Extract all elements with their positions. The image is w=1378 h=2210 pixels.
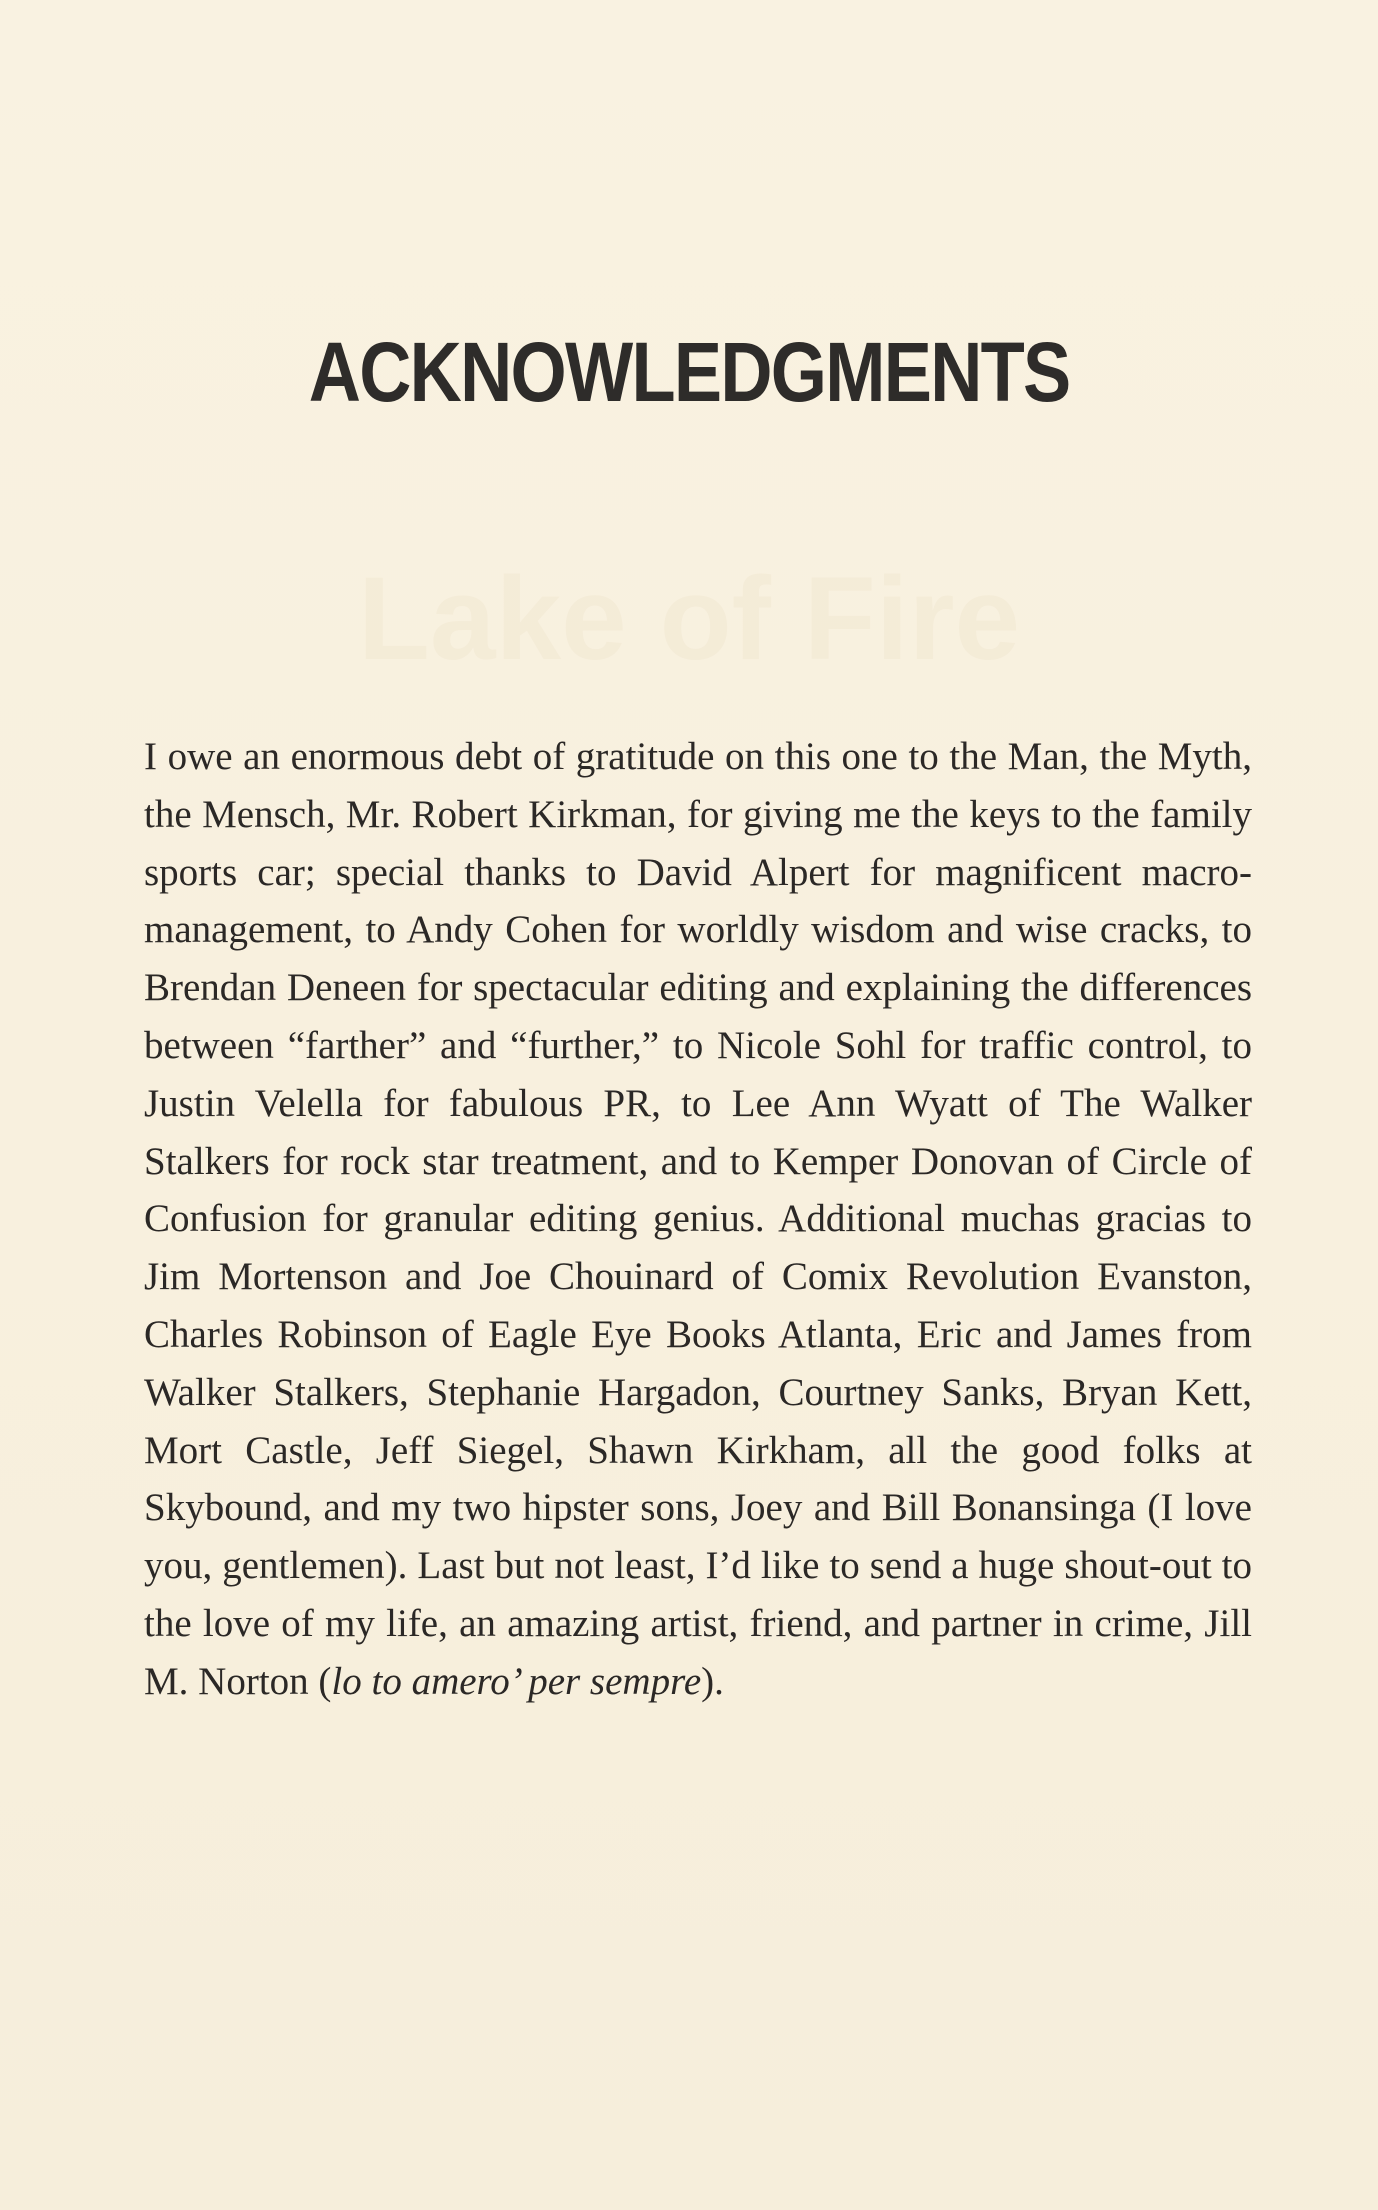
page-heading: ACKNOWLEDGMENTS: [308, 325, 1070, 419]
paragraph-italic-phrase: lo to amero’ per sempre: [331, 1659, 702, 1703]
show-through-title: Lake of Fire: [357, 553, 1021, 685]
acknowledgments-paragraph: [144, 728, 1252, 1711]
paragraph-closing: ).: [701, 1659, 724, 1703]
paragraph-main-text: I owe an enormous debt of gratitude on this one to the Man, the Myth, the Mensch, Mr. Robert Kirkman, for giving me the keys to the family sports car; special thanks to David Alpert for magnificent macro-management, to Andy Cohen for worldly wisdom and wise cracks, to Brendan Deneen for spectacular editing and explaining the differences between “farther” and “further,” to Nicole Sohl for traffic control, to Justin Velella for fabulous PR, to Lee Ann Wyatt of The Walker Stalkers for rock star treatment, and to Kemper Donovan of Circle of Confusion for granular editing genius. Additional muchas gracias to Jim Mortenson and Joe Chouinard of Comix Revolution Evanston, Charles Robinson of Eagle Eye Books Atlanta, Eric and James from Walker Stalkers, Stephanie Hargadon, Courtney Sanks, Bryan Kett, Mort Castle, Jeff Siegel, Shawn Kirkham, all the good folks at Skybound, and my two hipster sons, Joey and Bill Bonansinga (I love you, gentlemen). Last but not least, I’d like to send a huge shout-out to the love of my life, an amazing artist, friend, and partner in crime, Jill M. Norton (: [144, 735, 1252, 1703]
